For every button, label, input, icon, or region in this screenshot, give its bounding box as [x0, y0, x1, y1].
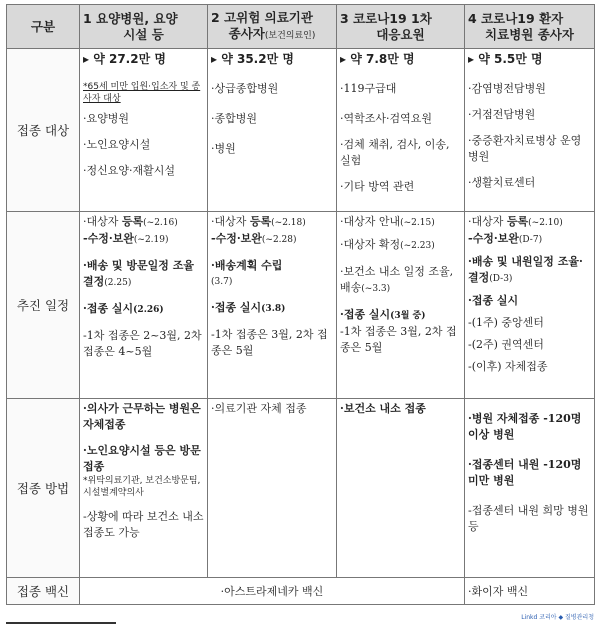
- target-group-4: ▸ 약 5.5만 명 ·감염병전담병원 ·거점전담병원 ·중증환자치료병상 운영병원 ·생활치료센터: [465, 49, 595, 212]
- target-group-2: ▸ 약 35.2만 명 ·상급종합병원 ·종합병원 ·병원: [208, 49, 337, 212]
- row-target: [7, 49, 595, 212]
- method-group-3: ·보건소 내소 접종: [337, 399, 465, 578]
- schedule-group-4: ·대상자 등록(~2.10) -수정·보완(D-7) ·배송 및 내원일정 조율·결정(D-3) ·접종 실시 -(1주) 중앙센터 -(2주) 권역센터 -(이후) 자체접종: [465, 212, 595, 399]
- header-category: 구분: [7, 5, 80, 49]
- schedule-group-3: ·대상자 안내(~2.15) ·대상자 확정(~2.23) ·보건소 내소 일정 조율, 배송(~3.3) ·접종 실시(3월 중) -1차 접종은 3월, 2차 접종은 5월: [337, 212, 465, 399]
- header-row: [7, 5, 595, 49]
- method-group-1: ·의사가 근무하는 병원은 자체접종 ·노인요양시설 등은 방문접종 *위탁의료기관, 보건소방문팀, 시설별계약의사 -상황에 따라 보건소 내소 접종도 가능: [80, 399, 208, 578]
- header-group-4: 4 코로나19 환자 치료병원 종사자: [465, 5, 595, 49]
- row-method: [7, 399, 595, 578]
- schedule-group-1: ·대상자 등록(~2.16) -수정·보완(~2.19) ·배송 및 방문일정 조율결정(2.25) ·접종 실시(2.26) -1차 접종은 2~3월, 2차 접종은 4~5월: [80, 212, 208, 399]
- header-group-2: 2 고위험 의료기관 종사자(보건의료인): [208, 5, 337, 49]
- footer-rule: [6, 622, 116, 624]
- footer-logo: Linkd 코리아 ◆ 질병관리청: [521, 614, 594, 621]
- schedule-group-2: ·대상자 등록(~2.18) -수정·보완(~2.28) ·배송계획 수립 (3.7) ·접종 실시(3.8) -1차 접종은 3월, 2차 접종은 5월: [208, 212, 337, 399]
- method-group-2: ·의료기관 자체 접종: [208, 399, 337, 578]
- target-group-3: ▸ 약 7.8만 명 ·119구급대 ·역학조사·검역요원 ·검체 채취, 검사, 이송, 실험 ·기타 방역 관련: [337, 49, 465, 212]
- target-group-1: ▸ 약 27.2만 명 *65세 미만 입원·입소자 및 종사자 대상 ·요양병원 ·노인요양시설 ·정신요양·재활시설: [80, 49, 208, 212]
- vaccine-pfizer: ·화이자 백신: [465, 578, 595, 605]
- row-label-schedule: 추진 일정: [7, 212, 80, 399]
- vaccination-plan-table: [6, 4, 595, 605]
- row-vaccine: [7, 578, 595, 605]
- row-label-method: 접종 방법: [7, 399, 80, 578]
- header-group-1: 1 요양병원, 요양 시설 등: [80, 5, 208, 49]
- method-group-4: ·병원 자체접종 -120명 이상 병원 ·접종센터 내원 -120명 미만 병원 -접종센터 내원 희망 병원 등: [465, 399, 595, 578]
- row-label-target: 접종 대상: [7, 49, 80, 212]
- row-label-vaccine: 접종 백신: [7, 578, 80, 605]
- row-schedule: [7, 212, 595, 399]
- vaccine-astrazeneca: ·아스트라제네카 백신: [80, 578, 465, 605]
- header-group-3: 3 코로나19 1차 대응요원: [337, 5, 465, 49]
